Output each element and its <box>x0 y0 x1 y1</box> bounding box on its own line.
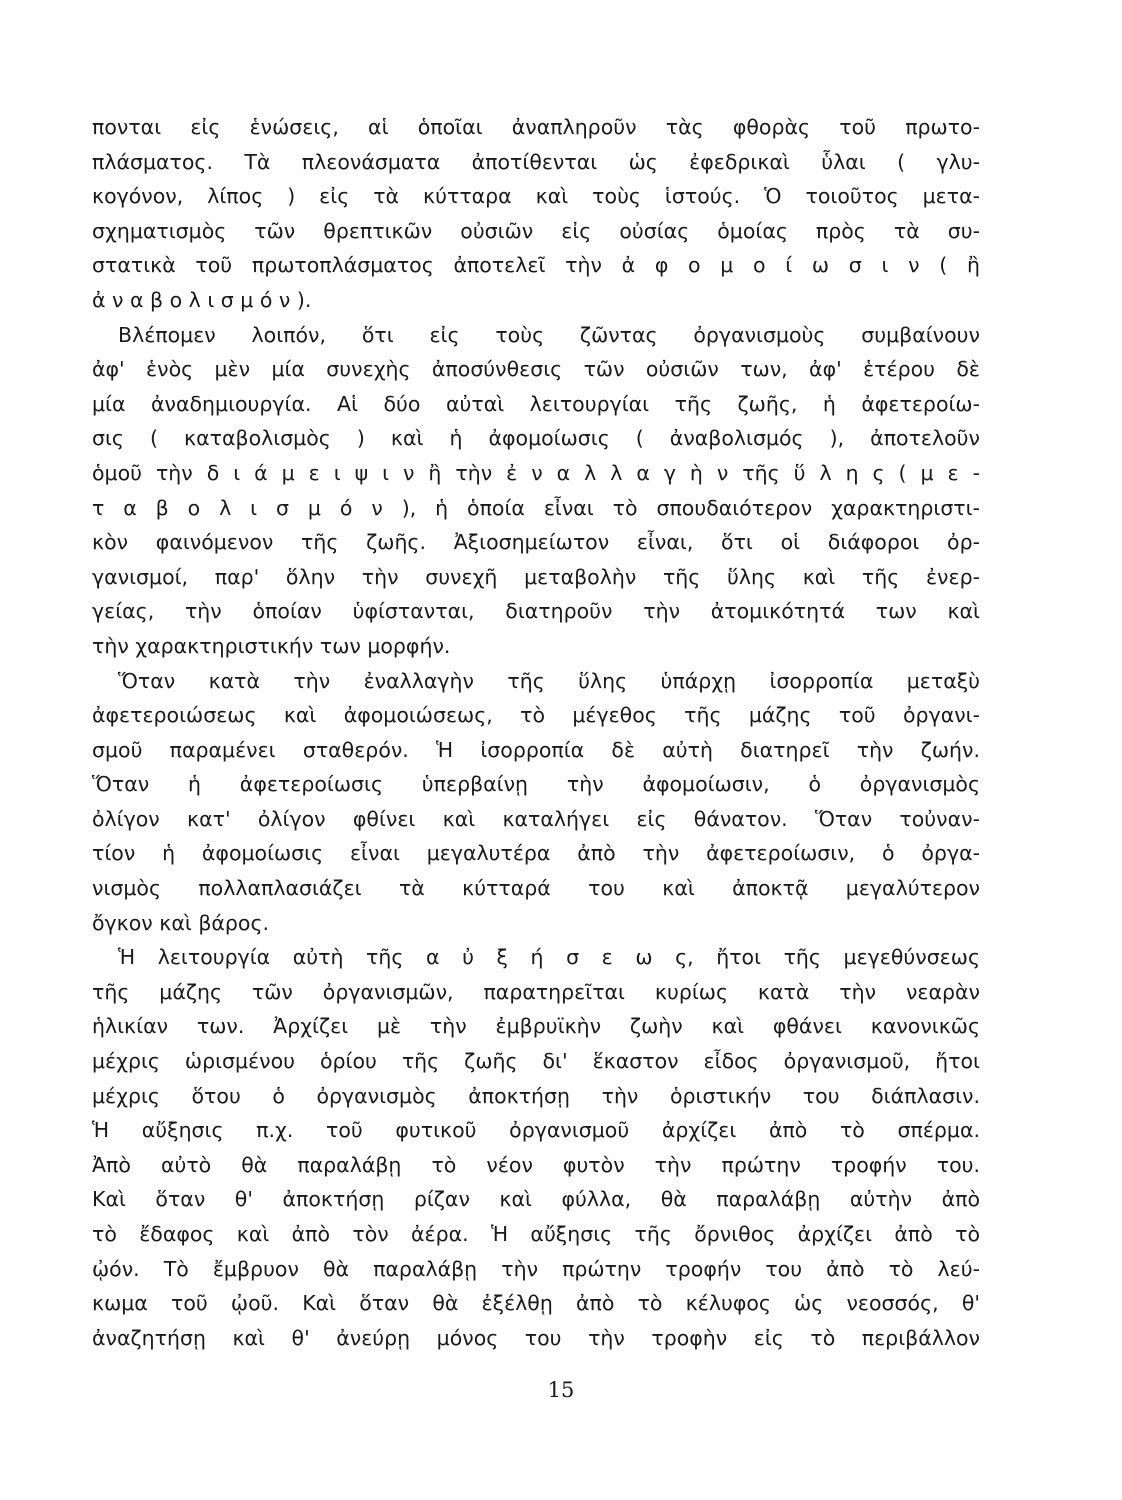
text-line: σμοῦ παραμένει σταθερόν. Ἡ ἰσορροπία δὲ αὐτὴ διατηρεῖ τὴν ζωήν. <box>92 737 980 762</box>
text-line: Ἀπὸ αὐτὸ θὰ παραλάβῃ τὸ νέον φυτὸν τὴν πρώτην τροφήν του. <box>92 1152 980 1177</box>
text-line: πονται εἰς ἑνώσεις, αἱ ὁποῖαι ἀναπληροῦν τὰς φθορὰς τοῦ πρωτο- <box>92 115 980 139</box>
text-line: μέχρις ὅτου ὁ ὀργανισμὸς ἀποκτήσῃ τὴν ὁριστικήν του διάπλασιν. <box>92 1083 980 1108</box>
text-line: ὁμοῦ τὴν δ ι ά μ ε ι ψ ι ν ἢ τὴν ἐ ν α λ λ α γ ὴ ν τῆς ὕ λ η ς ( μ ε - <box>92 460 980 485</box>
text-line: ἀναζητήσῃ καὶ θ' ἀνεύρῃ μόνος του τὴν τροφὴν εἰς τὸ περιβάλλον <box>92 1325 980 1350</box>
body-text <box>92 110 980 1355</box>
text-line: κογόνον, λίπος ) εἰς τὰ κύτταρα καὶ τοὺς ἱστούς. Ὁ τοιοῦτος μετα- <box>92 184 980 209</box>
text-line: ἀφετεροιώσεως καὶ ἀφομοιώσεως, τὸ μέγεθος τῆς μάζης τοῦ ὀργανι- <box>92 703 980 728</box>
text-line: Καὶ ὅταν θ' ἀποκτήσῃ ρίζαν καὶ φύλλα, θὰ παραλάβῃ αὐτὴν ἀπὸ <box>92 1187 980 1212</box>
text-line: τίον ἡ ἀφομοίωσις εἶναι μεγαλυτέρα ἀπὸ τὴν ἀφετεροίωσιν, ὁ ὀργα- <box>92 841 980 866</box>
text-line: στατικὰ τοῦ πρωτοπλάσματος ἀποτελεῖ τὴν ἀ φ ο μ ο ί ω σ ι ν ( ἢ <box>92 253 980 278</box>
text-line: γανισμοί, παρ' ὅλην τὴν συνεχῆ μεταβολὴν τῆς ὕλης καὶ τῆς ἐνερ- <box>92 564 980 589</box>
text-line: μέχρις ὡρισμένου ὁρίου τῆς ζωῆς δι' ἕκαστον εἶδος ὀργανισμοῦ, ἤτοι <box>92 1049 980 1074</box>
text-line: μία ἀναδημιουργία. Αἱ δύο αὐταὶ λειτουργίαι τῆς ζωῆς, ἡ ἀφετεροίω- <box>92 391 980 416</box>
text-line: Ἡ λειτουργία αὐτὴ τῆς α ὐ ξ ή σ ε ω ς, ἤτοι τῆς μεγεθύνσεως <box>118 945 980 970</box>
text-line: Ὅταν κατὰ τὴν ἐναλλαγὴν τῆς ὕλης ὑπάρχῃ ἰσορροπία μεταξὺ <box>118 668 980 693</box>
text-line: σχηματισμὸς τῶν θρεπτικῶν οὐσιῶν εἰς οὐσίας ὁμοίας πρὸς τὰ συ- <box>92 218 980 243</box>
text-line: σις ( καταβολισμὸς ) καὶ ἡ ἀφομοίωσις ( ἀναβολισμός ), ἀποτελοῦν <box>92 426 980 451</box>
text-line: Ὅταν ἡ ἀφετεροίωσις ὑπερβαίνῃ τὴν ἀφομοίωσιν, ὁ ὀργανισμὸς <box>92 772 980 797</box>
text-line: τὸ ἔδαφος καὶ ἀπὸ τὸν ἀέρα. Ἡ αὔξησις τῆς ὄρνιθος ἀρχίζει ἀπὸ τὸ <box>92 1222 980 1246</box>
text-line: κωμα τοῦ ᾠοῦ. Καὶ ὅταν θὰ ἐξέλθῃ ἀπὸ τὸ κέλυφος ὡς νεοσσός, θ' <box>92 1291 980 1316</box>
text-line: πλάσματος. Τὰ πλεονάσματα ἀποτίθενται ὡς ἐφεδρικαὶ ὗλαι ( γλυ- <box>92 149 980 174</box>
text-line: Βλέπομεν λοιπόν, ὅτι εἰς τοὺς ζῶντας ὀργανισμοὺς συμβαίνουν <box>118 322 980 347</box>
text-line: ἀ ν α β ο λ ι σ μ ό ν ). <box>92 287 312 312</box>
text-line: ὀλίγον κατ' ὀλίγον φθίνει καὶ καταλήγει εἰς θάνατον. Ὅταν τοὐναν- <box>92 806 980 831</box>
text-line: νισμὸς πολλαπλασιάζει τὰ κύτταρά του καὶ ἀποκτᾷ μεγαλύτερον <box>92 876 980 901</box>
text-line: τ α β ο λ ι σ μ ό ν ), ἡ ὁποία εἶναι τὸ σπουδαιότερον χαρακτηριστι- <box>92 495 980 520</box>
page-number: 15 <box>547 1378 575 1402</box>
text-line: ἀφ' ἑνὸς μὲν μία συνεχὴς ἀποσύνθεσις τῶν οὐσιῶν των, ἀφ' ἑτέρου δὲ <box>92 357 980 382</box>
text-line: ἡλικίαν των. Ἀρχίζει μὲ τὴν ἐμβρυϊκὴν ζωὴν καὶ φθάνει κανονικῶς <box>92 1014 980 1039</box>
text-line: ᾠόν. Τὸ ἔμβρυον θὰ παραλάβῃ τὴν πρώτην τροφήν του ἀπὸ τὸ λεύ- <box>92 1256 980 1281</box>
text-line: Ἡ αὔξησις π.χ. τοῦ φυτικοῦ ὀργανισμοῦ ἀρχίζει ἀπὸ τὸ σπέρμα. <box>92 1118 980 1143</box>
text-line: γείας, τὴν ὁποίαν ὑφίστανται, διατηροῦν τὴν ἀτομικότητά των καὶ <box>92 599 980 624</box>
text-line: ὄγκον καὶ βάρος. <box>92 910 270 935</box>
text-line: τὴν χαρακτηριστικήν των μορφήν. <box>92 633 451 658</box>
text-line: κὸν φαινόμενον τῆς ζωῆς. Ἀξιοσημείωτον εἶναι, ὅτι οἱ διάφοροι ὀρ- <box>92 530 980 555</box>
text-line: τῆς μάζης τῶν ὀργανισμῶν, παρατηρεῖται κυρίως κατὰ τὴν νεαρὰν <box>92 979 980 1004</box>
